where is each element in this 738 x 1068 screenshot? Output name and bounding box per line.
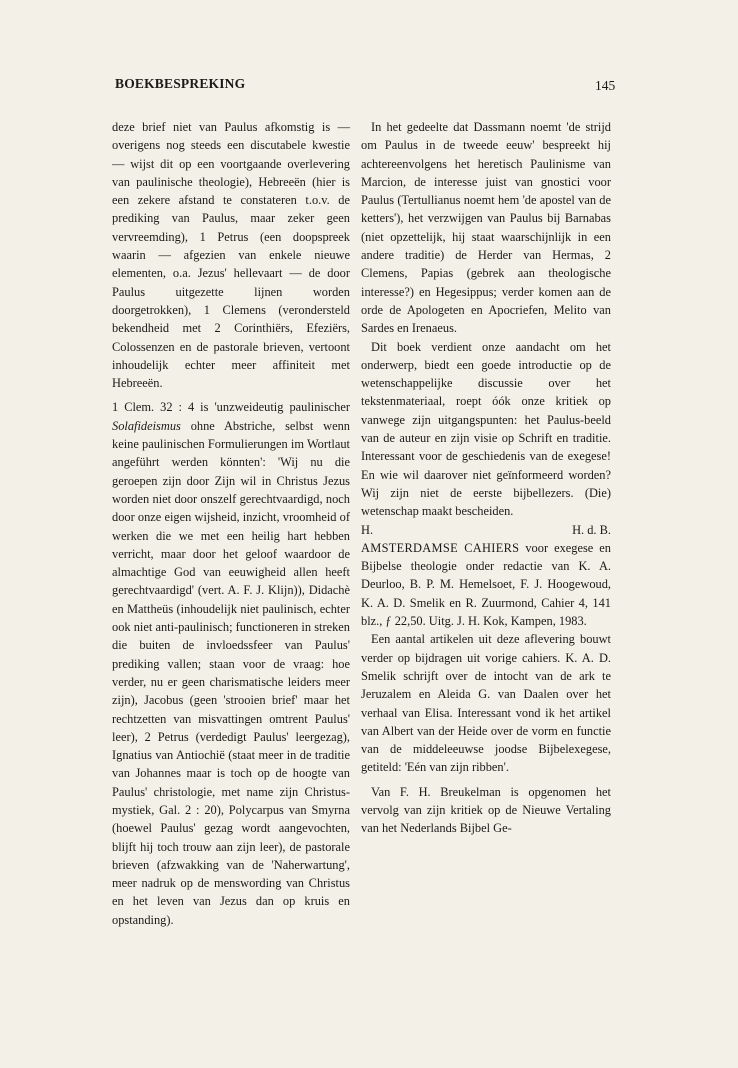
- signature-left: H.: [361, 522, 374, 537]
- review-details: voor exegese en Bijbelse theologie onder redactie van K. A. Deurloo, B. P. M. Hemelsoet, F. J. Hoogewoud, K. A. D. Smelik en R. Zuurmond, Cahier 4, 141 blz., ƒ 22,50. Uitg. J. H. Kok, Kampen, 1983.: [361, 540, 611, 629]
- right-paragraph-4: Van F. H. Breukelman is opgenomen het vervolg van zijn kritiek op de Nieuwe Vertaling van het Nederlands Bijbel Ge-: [361, 784, 611, 836]
- left-paragraph-2: [112, 398, 350, 929]
- page-number: 145: [595, 78, 616, 93]
- right-paragraph-3: Een aantal artikelen uit deze aflevering bouwt verder op bijdragen uit vorige cahiers. K. A. D. Smelik schrijft over de intocht van de ark te Jeruzalem en Aleida G. van Daalen over het verhaal van Elisa. Interessant vond ik het artikel van Albert van der Heide over de vorm en functie van de middeleeuwse joodse Bijbelexegese, getiteld: 'Eén van zijn ribben'.: [361, 632, 611, 775]
- left-paragraph-1: deze brief niet van Paulus afkomstig is — overigens nog steeds een discutabele kwestie — wijst dit op een voortgaande overlevering van paulinische theologie), Hebreeën (hier is een zekere afstand te constateren t.o.v. de prediking van Paulus, maar zeker geen vervreemding), 1 Petrus (een doopspreek waarin — afgezien van enkele nieuwe elementen, o.a. Jezus' hellevaart — de door Paulus uitgezette lijnen worden doorgetrokken), 1 Clemens (verondersteld bekendheid met 2 Corinthiërs, Efeziërs, Colossenzen en de pastorale brieven, vertoont inhoudelijk echter meer affiniteit met Hebreeën.: [112, 120, 350, 391]
- right-paragraph-2: Dit boek verdient onze aandacht om het onderwerp, biedt een goede introductie op de wetenschappelijke discussie over het tekstenmateriaal, roept óók onze kritiek op vanwege zijn uitgangspunten: het Paulus-beeld van de auteur en zijn visie op Schrift en traditie. Interessant voor de geschiedenis van de exegese! En wie wil daarover niet geïnformeerd worden? Wij zijn niet de eerste bijbellezers. (Die) wetenschap maakt bescheiden.: [361, 339, 611, 519]
- right-column: [361, 118, 611, 838]
- review-title: AMSTERDAMSE CAHIERS: [361, 540, 520, 555]
- italic-term: Solafideismus: [112, 418, 181, 433]
- signature-row: [361, 521, 611, 539]
- running-header-title: BOEKBESPREKING: [115, 76, 246, 91]
- right-paragraph-1: In het gedeelte dat Dassmann noemt 'de strijd om Paulus in de tweede eeuw' bespreekt hij achtereenvolgens het heretisch Paulinisme van Marcion, de interesse juist van gnostici voor Paulus (Tertullianus noemt hem 'de apostel van de ketters'), het verzwijgen van Paulus bij Barnabas (niet opzettelijk, hij staat waarschijnlijk in een andere traditie) de Herder van Hermas, 2 Clemens, Papias (gebrek aan theologische interesse?) en Hegesippus; verder komen aan de orde de Apologeten en Apocriefen, Melito van Sardes en Irenaeus.: [361, 120, 611, 336]
- review-heading: [361, 539, 611, 630]
- left-paragraph-2-start: 1 Clem. 32 : 4 is 'unzweideutig paulinischer: [112, 400, 350, 415]
- signature-right: H. d. B.: [572, 522, 611, 537]
- left-column: [112, 118, 350, 929]
- left-paragraph-2-rest: ohne Abstriche, selbst wenn keine paulinischen Formulierungen im Wortlaut angeführt werden könnten': 'Wij nu die geroepen zijn door Zijn wil in Christus Jezus worden niet door onszelf gerechtvaardigd, noch door onze eigen wijsheid, inzicht, vroomheid of werken die we met een heilig hart hebben verricht, maar door het geloof waardoor de almachtige God van eeuwigheid allen heeft gerechtvaardigd' (vert. A. F. J. Klijn)), Didachè en Mattheüs (inhoudelijk niet paulinisch, echter ook niet anti-paulinisch; functioneren in streken die buiten de invloedssfeer van Paulus' prediking vallen; staan voor de vraag: hoe verder, nu er geen charismatische leiders meer zijn), Jacobus (geen 'strooien brief' maar het rechtzetten van misvattingen omtrent Paulus' leer), 2 Petrus (verdedigt Paulus' leergezag), Ignatius van Antiochië (staat meer in de traditie van Johannes maar is toch op de hoogte van Paulus' christologie, met name zijn Christus-mystiek, Gal. 2 : 20), Polycarpus van Smyrna (hoewel Paulus' gezag wordt aangevochten, blijft hij toch trouw aan zijn leer), de pastorale brieven (afzwakking van de 'Naherwartung', meer nadruk op de menswording van Christus en het leven van Jezus dan op kruis en opstanding).: [112, 418, 350, 927]
